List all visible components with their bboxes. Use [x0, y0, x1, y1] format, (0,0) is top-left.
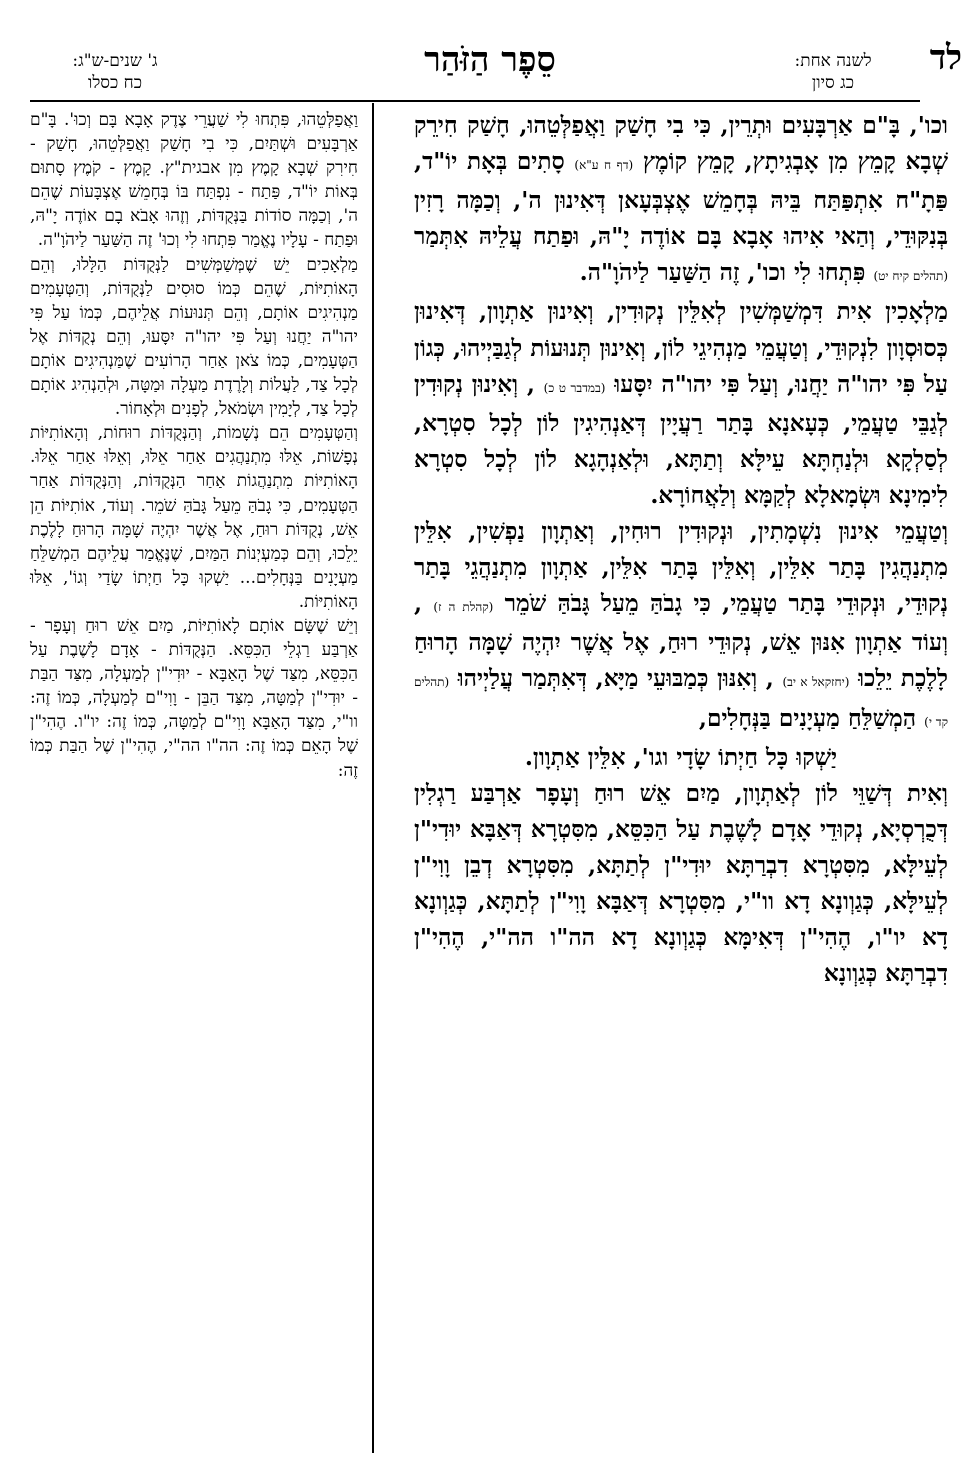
- main-paragraph-4: יַשְׁקוּ כָּל חַיְתוֹ שָׂדָי וגו', אִלֵּין אַתְוָון.: [524, 743, 838, 771]
- main-text-span: הַמְשַׁלֵּחַ מַעְיָנִים בַּנְּחָלִים,: [698, 704, 917, 732]
- side-paragraph-1: וַאֲפַלְּטֵהוּ, פִּתְחוּ לִי שַׁעֲרֵי צֶדֶק אָבָא בָּם וְכוּ'. בָּ"ם אַרְבָּעִים וּשְׁתַּיִם, כִּי בִי חָשַׁק וַאֲפַלְּטֵהוּ, חָשַׁק - חִירִק שְׁבָא קָמֶץ מִן אבגית"ץ. קָמֶץ - קֹמֶץ סָתוּם בְּאוֹת יוֹ"ד, פַּתַח - נִפְתַּח בּוֹ בְּחָמֵשׁ אֶצְבָּעוֹת שֶׁהֵם ה', וְכַמָּה סוֹדוֹת בַּנְּקֻדּוֹת, וְזֶהוּ אָבֹא בָם אוֹדֶה יָ"הּ, וּפַתַח - עָלָיו נֶאֱמַר פִּתְחוּ לִי וְכוּ' זֶה הַשַּׁעַר לַיהֹוָ"ה.: [30, 110, 358, 251]
- hebrew-translation-column: [30, 108, 358, 783]
- side-paragraph-3: וְהַטְּעָמִים הֵם נְשָׁמוֹת, וְהַנְּקֻדּוֹת רוּחוֹת, וְהָאוֹתִיּוֹת נְפָשׁוֹת, אֵלּוּ מִתְנַהֲגִים אַחַר אֵלּוּ, וְאֵלּוּ אַחַר אֵלּוּ. הָאוֹתִיּוֹת מִתְנַהֲגוֹת אַחַר הַנְּקֻדּוֹת, וְהַנְּקֻדּוֹת אַחַר הַטְּעָמִים, כִּי גָבֹהַּ מֵעַל גָּבֹהַּ שֹׁמֵר. וְעוֹד, אוֹתִיּוֹת הֵן אֵשׁ, נְקֻדּוֹת רוּחַ, אֶל אֲשֶׁר יִהְיֶה שָׁמָּה הָרוּחַ לָלֶכֶת יֵלֵכוּ, וְהֵם כְּמַעְיְנוֹת הַמַּיִם, שֶׁנֶּאֱמַר עֲלֵיהֶם הַמְשַׁלֵּחַ מַעְיָנִים בַּנְּחָלִים... יַשְׁקוּ כָּל חַיְתוֹ שָׂדַי וְגוֹ', אֵלּוּ הָאוֹתִיּוֹת.: [30, 423, 358, 612]
- aramaic-text-column: [414, 108, 948, 992]
- page-number: לד: [929, 38, 962, 78]
- main-paragraph-3: [414, 514, 948, 740]
- header-left-schedule: [30, 50, 200, 94]
- header-right-line2: כג סיון: [811, 73, 855, 93]
- book-title: סֵפֶר הַזֹּהַר: [424, 40, 556, 80]
- header-right-line1: לשנה אחת:: [794, 51, 872, 71]
- main-text-span: פִּתְחוּ לִי וכו', זֶה הַשַּׁעַר לַיהֹוָ"ה.: [579, 259, 866, 287]
- main-text-span: , וְעוֹד אַתְוָון אִנּוּן אֵשׁ, נְקוּדֵי רוּחַ, אֶל אֲשֶׁר יִהְיֶה שָׁמָּה הָרוּחַ לָלֶכֶת יֵלֵכוּ: [414, 590, 949, 693]
- side-paragraph-2: מַלְאָכִים יֵשׁ שֶׁמְּשַׁמְּשִׁים לַנְּקֻדּוֹת הַלָּלוּ, וְהֵם הָאוֹתִיּוֹת, שֶׁהֵם כְּמוֹ סוּסִים לַנְּקֻדּוֹת, וְהַטְּעָמִים מַנְהִיגִים אוֹתָם, וְהֵם תְּנוּעוֹת אֲלֵיהֶם, כְּמוֹ עַל פִּי יהו"ה יַחֲנוּ וְעַל פִּי יהו"ה יִסָּעוּ, וְהֵם נְקֻדּוֹת אֶל הַטְּעָמִים, כְּמוֹ צֹאן אַחַר הָרוֹעִים שֶׁמַּנְהִיגִים אוֹתָם לְכָל צַד, לַעֲלוֹת וְלָרֶדֶת מַעְלָה וּמַטָּה, וּלְהַנְהִיג אוֹתָם לְכָל צַד, לְיָמִין וּשְׂמֹאל, לְפָנִים וּלְאָחוֹר.: [30, 254, 358, 420]
- source-reference: (תהלים קיח יט): [873, 269, 948, 284]
- main-paragraph-5: וְאִית דְּשַׁוֵּי לוֹן לְאַתְוָון, מַיִם אֵשׁ רוּחַ וְעָפָר אַרְבַּע רַגְלִין דְּכֻרְסְיָא, נְקוּדֵי אָדָם לָשֶׁבֶת עַל הַכִּסֵּא, מִסִּטְרָא דְּאַבָּא יוּדִי"ן לְעֵילָּא, מִסִּטְרָא דִבְרַתָּא יוּדִי"ן לְתַתָּא, מִסִּטְרָא דְבֵן וָוִי"ן לְעֵילָּא, כְּגַוְונָא דָא וו"י, מִסִּטְרָא דְּאַבָּא וָוִי"ן לְתַתָּא, כְּגַוְונָא דָא יו"ו, הֶהִי"ן דְּאִימָּא כְּגַוְונָא דָא הה"ו הה"י, הֶהִי"ן דִבְרַתָּא כְּגַוְונָא: [414, 779, 948, 988]
- main-paragraph-2: [414, 294, 948, 514]
- main-paragraph-1: [414, 108, 948, 294]
- main-text-span: וְטַעֲמֵי אִינוּן נִשְׁמָתִין, וּנְקוּדִין רוּחִין, וְאַתְוָון נַפְשִׁין, אִלֵּין מִתְנַהֲגִין בָּתַר אִלֵּין, וְאִלֵּין בָּתַר אִלֵּין, אַתְוָון מִתְנַהֲגֵי בָּתַר נְקוּדֵי, וּנְקוּדֵי בָּתַר טַעֲמֵי, כִּי גָבֹהַּ מֵעַל גָּבֹהַּ שֹׁמֵר: [414, 518, 949, 618]
- source-reference: (יחזקאל א יב): [782, 675, 850, 690]
- main-text-span: וכו', בָּ"ם אַרְבָּעִים וּתְרֵין, כִּי בִי חָשַׁק וַאֲפַלְּטֵהוּ, חָשַׁק חִירֵק שְׁבָא קָמֵץ מִן אָבְגִיתָץ, קָמֵץ קוֹמֶץ: [414, 112, 949, 176]
- main-text-span: , וְאִינוּן נְקוּדִין לְגַבֵּי טַעֲמֵי, כְּעָאנָא בָּתַר רַעֲיָין דְּאַנְהִיגִין לוֹן לְכָל סִטְרָא, לְסַלְקָא וּלְנַחְתָּא עֵילָּא וְתַתָּא, וּלְאַנְהָגָא לוֹן לְכָל סִטְרָא לִימִינָא וּשְׂמָאלָא לְקַמָּא וְלַאֲחוֹרָא.: [414, 370, 948, 509]
- header-left-line1: ג' שנים-ש"ג:: [72, 51, 158, 71]
- header-left-line2: כח כסלו: [87, 73, 143, 93]
- main-text-span: מַלְאָכִין אִית דִּמְשַׁמְּשִׁין לְאִלֵּין נְקוּדִין, וְאִינוּן אַתְוָון, דְּאִינוּן כְּסוּסְוָון לִנְקוּדֵי, וְטַעֲמֵי מַנְהִיגֵי לוֹן, וְאִינוּן תְּנוּעוֹת לְגַבַּיְיהוּ, כְּגוֹן עַל פִּי יהו"ה יַחֲנוּ, וְעַל פִּי יהו"ה יִסָּעוּ: [414, 298, 949, 398]
- header-rule: [30, 100, 920, 102]
- main-text-span: , וְאִנּוּן כְּמַבּוּעֵי מַיָּא, דְּאִתְּמַר עֲלַיְיהוּ: [457, 665, 774, 693]
- source-reference: (דף ח ע"א): [574, 158, 634, 173]
- side-paragraph-4: וְיֵשׁ שֶׁשָּׂם אוֹתָם לָאוֹתִיּוֹת, מַיִם אֵשׁ רוּחַ וְעָפָר - אַרְבַּע רַגְלֵי הַכִּסֵּא. הַנְּקֻדּוֹת - אָדָם לָשֶׁבֶת עַל הַכִּסֵּא, מִצַּד שֶׁל הָאַבָּא - יוּדִי"ן לְמַעְלָה, מִצַּד הַבַּת - יוּדִי"ן לְמַטָּה, מִצַּד הַבֵּן - וָוִי"ם לְמַעְלָה, כְּמוֹ זֶה: וו"י, מִצַּד הָאַבָּא וָוִי"ם לְמַטָּה, כְּמוֹ זֶה: יו"ו. הֶהִי"ן שֶׁל הָאֵם כְּמוֹ זֶה: הה"ו הה"י, הֶהִי"ן שֶׁל הַבַּת כְּמוֹ זֶה:: [30, 615, 358, 781]
- source-reference: (קהלת ה ז): [433, 600, 494, 615]
- source-reference: (במדבר ט כ): [543, 380, 606, 395]
- source-reference: (תהלים קד י): [414, 675, 948, 729]
- main-text-span: סָתִים בְּאָת יוֹ"ד, פַּתָ"ח אִתְפַּתַּח בֵּיהּ בְּחָמֵשׁ אֶצְבְּעָאן דְּאִינוּן ה', וְכַמָּה רָזִין בְּנִקּוּדֵי, וְהַאי אִיהוּ אָבָא בָּם אוֹדֶה יָ"הּ, וּפַתַח עֲלֵיהּ אִתְּמַר: [414, 148, 948, 251]
- column-divider: [372, 103, 374, 1453]
